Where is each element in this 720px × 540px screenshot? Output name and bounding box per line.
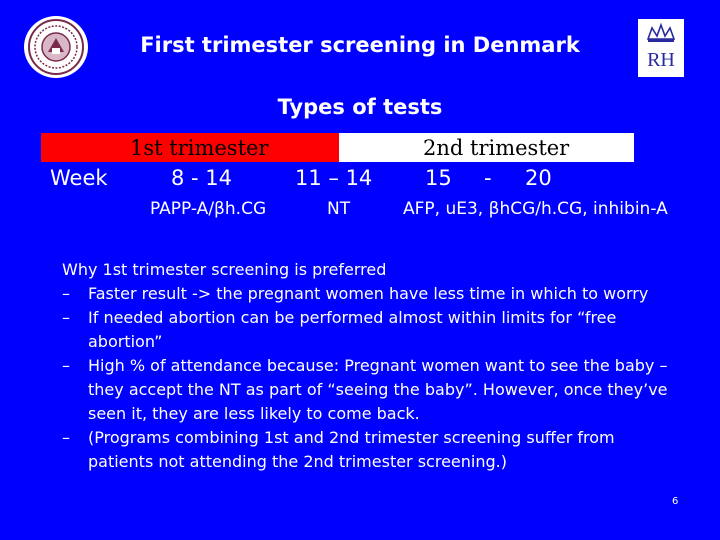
- reasons-heading: Why 1st trimester screening is preferred: [62, 260, 387, 279]
- logo-rh-text: RH: [647, 49, 675, 71]
- first-trimester-label: 1st trimester: [130, 136, 269, 160]
- week-range-first: 8 - 14: [171, 166, 233, 190]
- section-subtitle: Types of tests: [277, 95, 443, 119]
- bullet-text: High % of attendance because: Pregnant women want to see the baby – they accept the NT as part of “seeing the baby”. However, once they’ve seen it, they are less likely to come back.: [88, 356, 668, 423]
- test-papp-a: PAPP-A/βh.CG: [150, 199, 267, 219]
- list-item: [62, 282, 682, 306]
- week-range-second-end: 20: [525, 166, 552, 190]
- reasons-list: [62, 282, 682, 474]
- reasons-section: [62, 258, 682, 474]
- crown-rh-logo-icon: [638, 19, 684, 77]
- list-item: [62, 354, 682, 426]
- page-title: First trimester screening in Denmark: [140, 33, 580, 57]
- bullet-text: If needed abortion can be performed almost within limits for “free abortion”: [88, 308, 617, 351]
- bullet-dash: –: [62, 308, 70, 327]
- page-number: 6: [672, 496, 679, 507]
- bullet-text: Faster result -> the pregnant women have less time in which to worry: [88, 284, 649, 303]
- bullet-dash: –: [62, 284, 70, 303]
- test-nt: NT: [327, 199, 351, 219]
- bullet-dash: –: [62, 356, 70, 375]
- bullet-dash: –: [62, 428, 70, 447]
- week-range-second-dash: -: [484, 166, 492, 190]
- list-item: [62, 426, 682, 474]
- week-range-nt: 11 – 14: [295, 166, 373, 190]
- test-second-trimester: AFP, uE3, βhCG/h.CG, inhibin-A: [403, 199, 668, 219]
- list-item: [62, 306, 682, 354]
- bullet-text: (Programs combining 1st and 2nd trimester screening suffer from patients not attending the 2nd trimester screening.): [88, 428, 615, 471]
- second-trimester-label: 2nd trimester: [423, 136, 570, 160]
- week-label: Week: [50, 166, 108, 190]
- week-range-second-start: 15: [425, 166, 452, 190]
